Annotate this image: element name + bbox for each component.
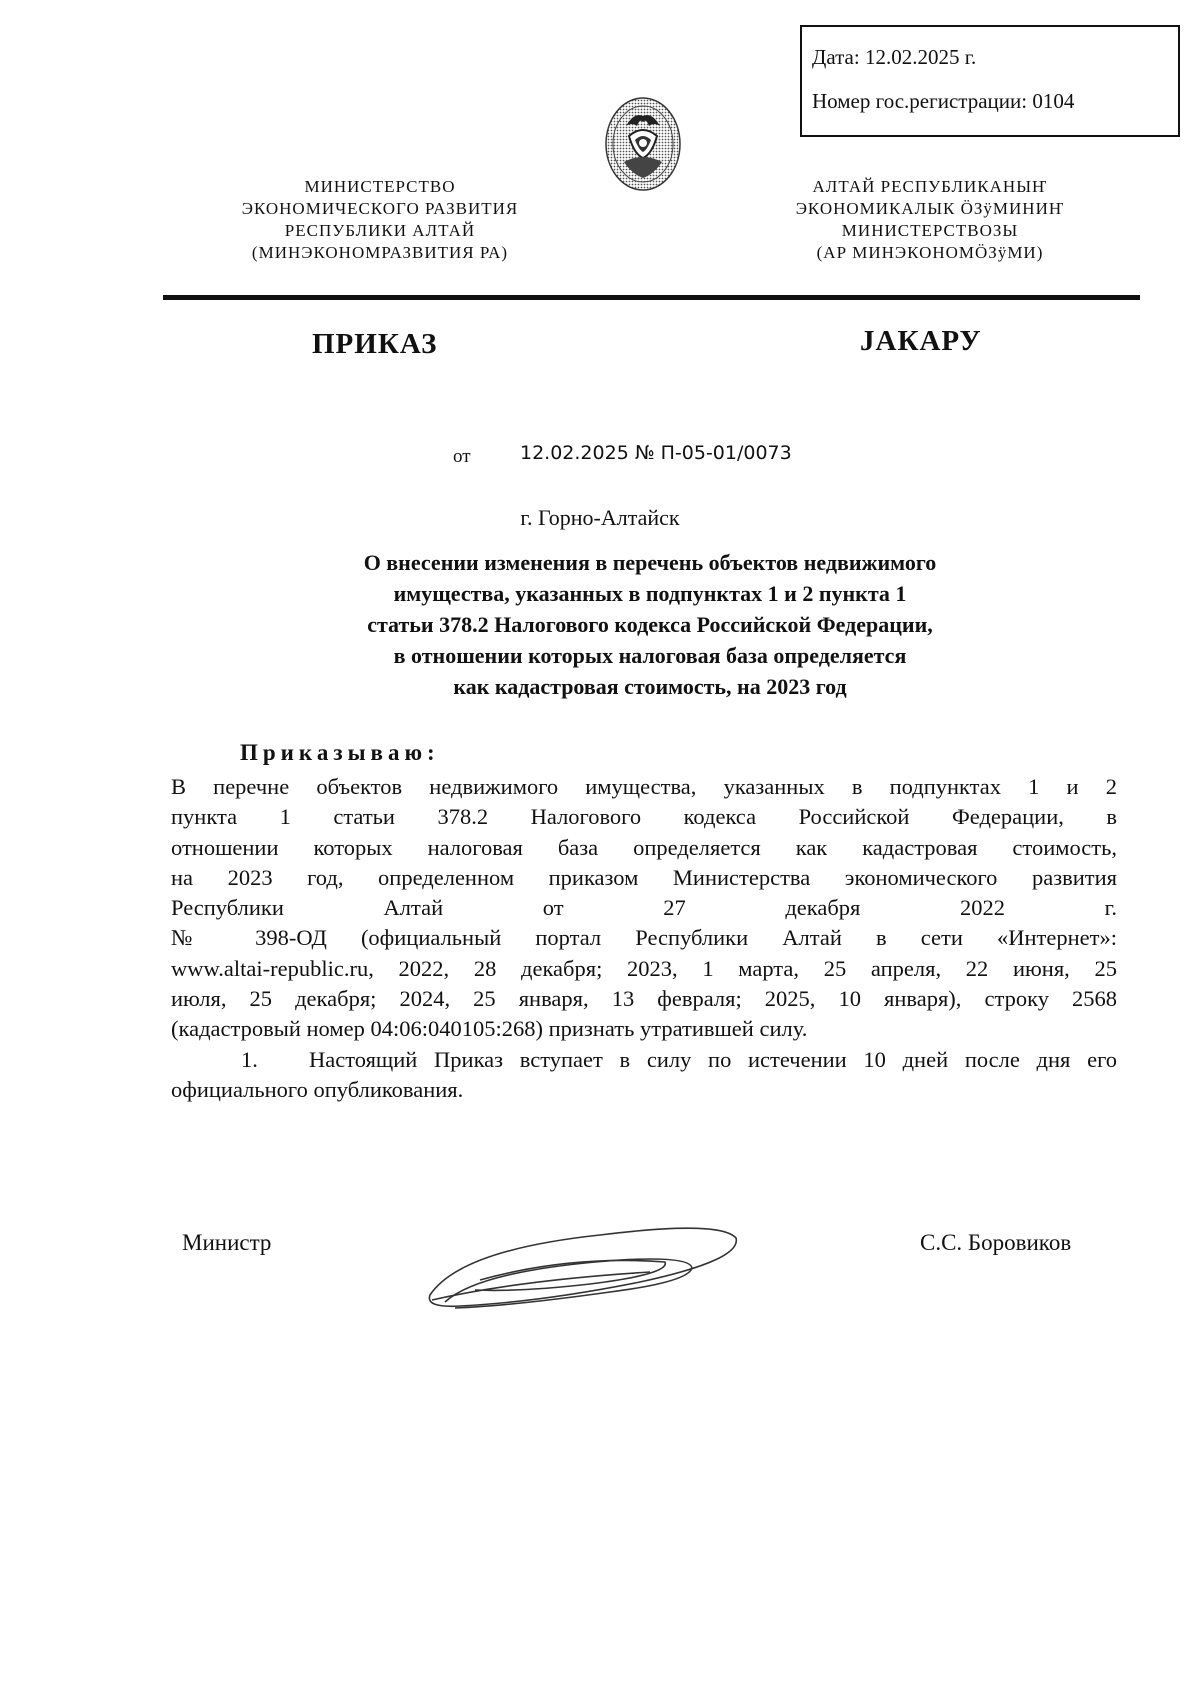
order-item-1 [171,1045,1117,1106]
header-left-line-1: МИНИСТЕРСТВО [304,177,456,196]
document-title-russian: ПРИКАЗ [312,328,438,360]
header-divider [163,295,1140,300]
registration-date-value: 12.02.2025 г. [864,45,977,69]
header-left-line-3: РЕСПУБЛИКИ АЛТАЙ [284,221,476,240]
order-item-1-text: Настоящий Приказ вступает в силу по истечении 10 дней после дня его официального опубликования. [171,1046,1117,1102]
document-title-altai: ЈАКАРУ [860,325,982,357]
header-left-line-2: ЭКОНОМИЧЕСКОГО РАЗВИТИЯ [241,199,519,218]
registration-box [800,25,1180,137]
ministry-name-altai [745,176,1115,264]
body-line-8: июля, 25 декабря; 2024, 25 января, 13 февраля; 2025, 10 января), строку 2568 [171,986,1117,1012]
header-right-line-2: ЭКОНОМИКАЛЫК ÖЗÿМИНИҤ [795,199,1065,218]
handwritten-signature-icon [420,1210,750,1320]
order-subject [200,547,1100,702]
header-right-line-1: АЛТАЙ РЕСПУБЛИКАНЫҤ [812,177,1048,196]
body-line-6: № 398-ОД (официальный портал Республики Алтай в сети «Интернет»: [171,925,1117,951]
registration-date-label: Дата: [812,45,860,69]
order-city: г. Горно-Алтайск [520,505,680,530]
registration-date [812,45,976,70]
subject-line-2: имущества, указанных в подпунктах 1 и 2 пункта 1 [393,581,907,606]
body-paragraph [171,772,1117,1045]
ministry-name-russian [200,176,560,264]
registration-number-value: 0104 [1032,89,1075,113]
order-body [171,772,1117,1105]
registration-number [812,89,1074,114]
order-verb: Приказываю: [240,740,440,765]
republic-altai-emblem-icon [604,96,682,192]
body-line-5: Республики Алтай от 27 декабря 2022 г. [171,895,1117,921]
subject-line-4: в отношении которых налоговая база определяется [393,643,907,668]
body-line-3: отношении которых налоговая база определяется как кадастровая стоимость, [171,834,1117,860]
signer-title: Министр [182,1230,272,1255]
subject-line-5: как кадастровая стоимость, на 2023 год [453,674,847,699]
subject-line-1: О внесении изменения в перечень объектов недвижимого [363,550,937,575]
registration-number-label: Номер гос.регистрации: [812,89,1028,113]
order-date-number: 12.02.2025 № П-05-01/0073 [520,442,792,464]
header-left-line-4: (МИНЭКОНОМРАЗВИТИЯ РА) [251,243,509,262]
header-right-line-4: (АР МИНЭКОНОМÖЗÿМИ) [816,243,1044,262]
order-item-1-number: 1. [241,1046,258,1072]
body-line-1: В перечне объектов недвижимого имущества, указанных в подпунктах 1 и 2 [171,774,1117,799]
body-line-9: (кадастровый номер 04:06:040105:268) признать утратившей силу. [171,1016,808,1042]
signer-name: С.С. Боровиков [920,1230,1072,1255]
order-from-label: от [453,446,471,467]
subject-line-3: статьи 378.2 Налогового кодекса Российской Федерации, [367,612,933,637]
header-right-line-3: МИНИСТЕРСТВОЗЫ [841,221,1019,240]
body-line-7: www.altai-republic.ru, 2022, 28 декабря; 2023, 1 марта, 25 апреля, 22 июня, 25 [171,955,1117,981]
body-line-2: пункта 1 статьи 378.2 Налогового кодекса Российской Федерации, в [171,804,1117,830]
body-line-4: на 2023 год, определенном приказом Министерства экономического развития [171,864,1117,890]
